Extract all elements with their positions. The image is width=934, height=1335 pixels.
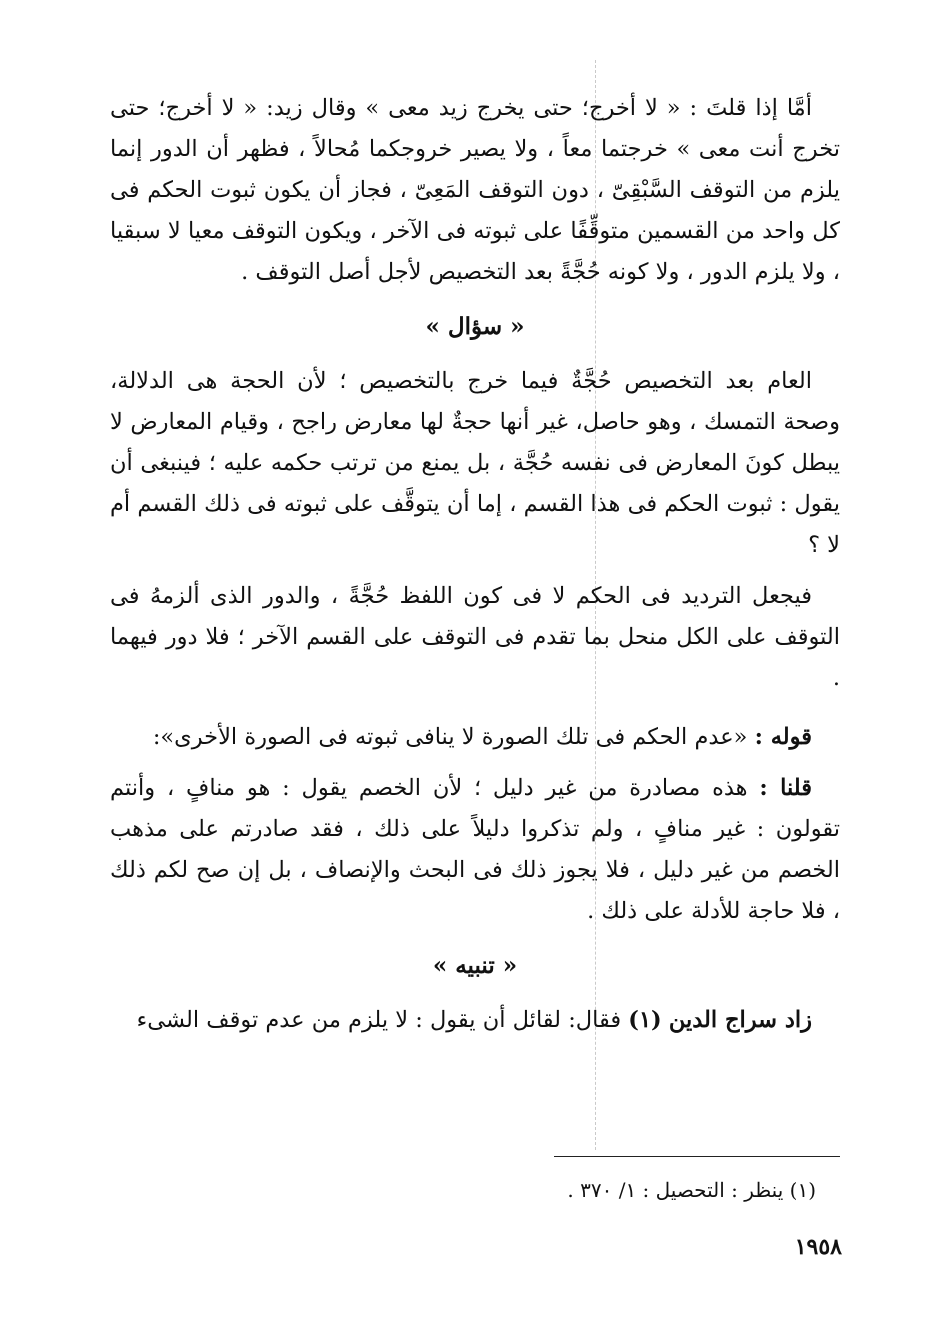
footnote: (١) ينظر : التحصيل : ١/ ٣٧٠ . — [567, 1178, 816, 1202]
heading-question: « سؤال » — [425, 313, 525, 340]
paragraph-5-text: هذه مصادرة من غير دليل ؛ لأن الخصم يقول : هو منافٍ ، وأنتم تقولون : غير منافٍ ، ولم تذكروا دليلاً على ذلك ، فقد صادرتم على مذهب الخصم من غير دليل ، فلا يجوز ذلك فى البحث والإنصاف ، بل إن صح لكم ذلك ، فلا حاجة للأدلة على ذلك . — [110, 775, 840, 924]
paragraph-6-text: فقال: لقائل أن يقول : لا يلزم من عدم توقف الشىء — [136, 1007, 622, 1033]
paragraph-4-lead: قوله : — [754, 724, 812, 750]
paragraph-3: فيجعل الترديد فى الحكم لا فى كون اللفظ حُجَّةً ، والدور الذى ألزمهُ فى التوقف على الكل منحل بما تقدم فى التوقف على القسم الآخر ؛ فلا دور فيهما . — [110, 583, 840, 691]
paragraph-5 — [110, 768, 840, 932]
page-number: ١٩٥٨ — [794, 1234, 842, 1260]
spacer — [110, 699, 840, 717]
spacer — [110, 758, 840, 768]
paragraph-4-text: «عدم الحكم فى تلك الصورة لا ينافى ثبوته فى الصورة الأخرى»: — [152, 724, 748, 750]
spacer — [110, 566, 840, 576]
heading-notice: « تنبيه » — [432, 952, 518, 979]
paragraph-1: أمَّا إذا قلتَ : « لا أخرج؛ حتى يخرج زيد معى » وقال زيد: « لا أخرج؛ حتى تخرج أنت معى » خرجتما معاً ، ولا يصير خروجكما مُحالاً ، فظهر أن الدور إنما يلزم من التوقف السَّبْقِىّ ، دون التوقف المَعِىّ ، فجاز أن يكون ثبوت الحكم فى كل واحد من القسمين متوقِّفًا على ثبوته فى الآخر ، ويكون التوقف معيا لا سبقيا ، ولا يلزم الدور ، ولا كونه حُجَّةً بعد التخصيص لأجل أصل التوقف . — [110, 95, 840, 285]
paragraph-2: العام بعد التخصيص حُجَّةٌ فيما خرج بالتخصيص ؛ لأن الحجة هى الدلالة، وصحة التمسك ، وهو حاصل، غير أنها حجةٌ لها معارض راجح ، وقيام المعارض لا يبطل كونَ المعارض فى نفسه حُجَّة ، بل يمنع من ترتب حكمه عليه ؛ فينبغى أن يقول : ثبوت الحكم فى هذا القسم ، إما أن يتوقَّف على ثبوته فى ذلك القسم أم لا ؟ — [110, 368, 840, 558]
page-body — [110, 88, 840, 1041]
paragraph-6 — [110, 1000, 840, 1041]
paragraph-4 — [110, 717, 840, 758]
paragraph-5-lead: قلنا : — [759, 775, 812, 801]
footnote-reference: (١) — [628, 1007, 662, 1033]
footnote-separator — [554, 1156, 840, 1157]
paragraph-6-lead: زاد سراج الدين — [668, 1007, 812, 1033]
